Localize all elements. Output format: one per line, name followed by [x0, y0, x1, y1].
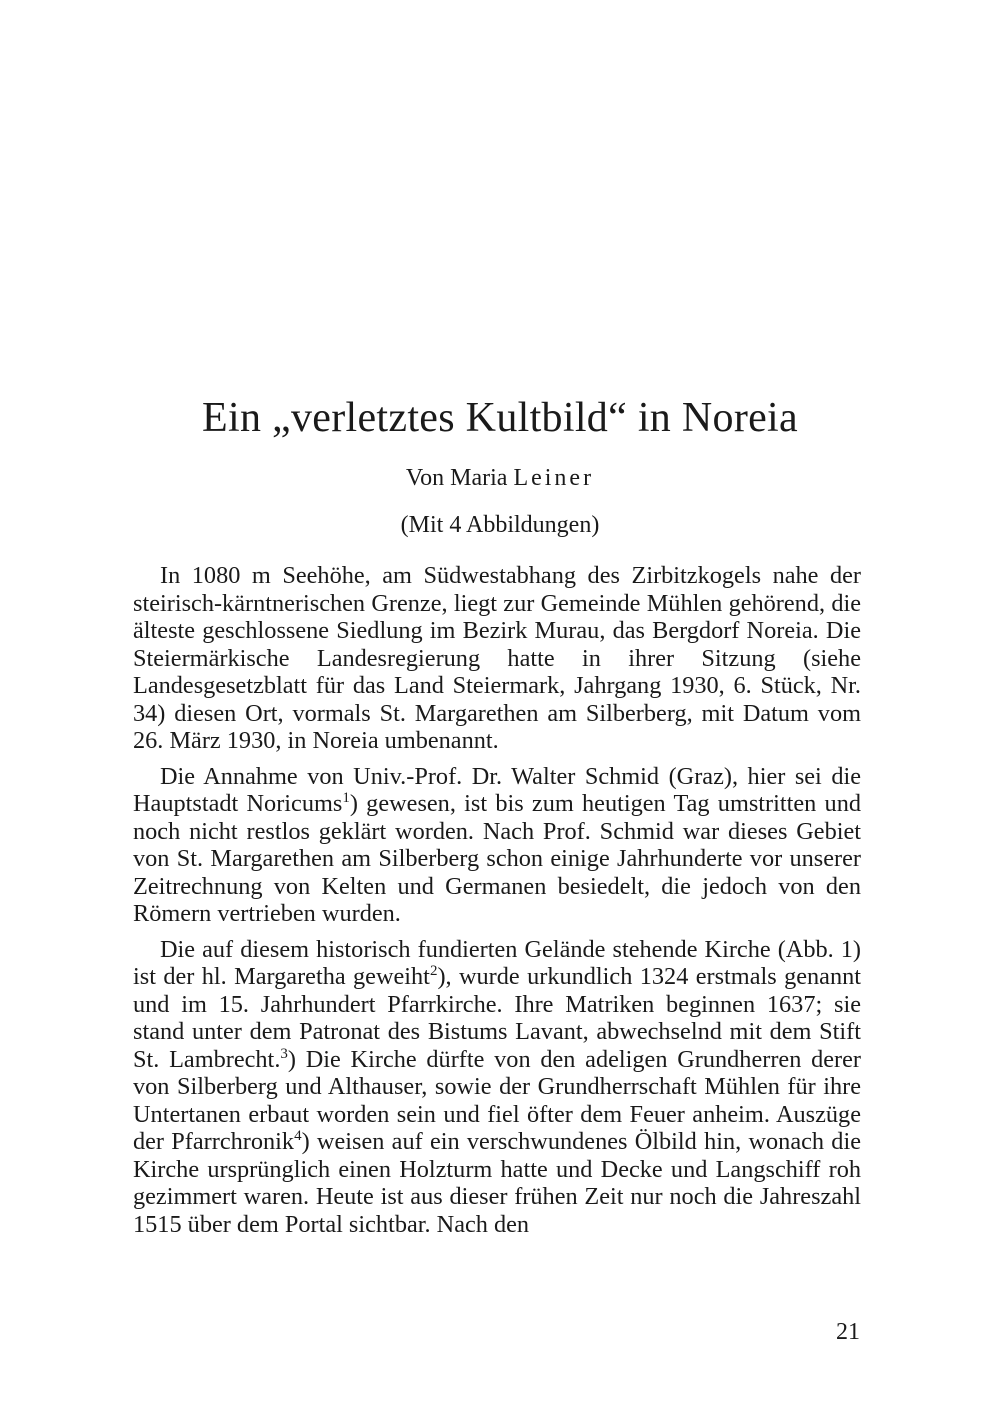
- footnote-ref: 4: [294, 1127, 302, 1144]
- paragraph-text: ) Die Kirche dürfte von den adeligen Grundherren derer von Silberberg und Althauser, sowie der Grundherrschaft Mühlen für ihre Untertanen erbaut worden sein und fiel öfter dem Feuer anheim. Auszüge der Pfarrchronik: [133, 1045, 861, 1155]
- article-title: Ein „verletztes Kultbild“ in Noreia: [202, 395, 798, 441]
- article-body: [133, 562, 861, 1246]
- footnote-ref: 2: [429, 962, 438, 979]
- paragraph-3: [133, 936, 861, 1239]
- illustration-note: (Mit 4 Abbildungen): [400, 512, 600, 538]
- author-line: [100, 463, 900, 493]
- author-prefix: Von Maria: [405, 465, 514, 491]
- paragraph-text: ) weisen auf ein verschwundenes Ölbild hin, wonach die Kirche ursprünglich einen Holzturm hatte und Decke und Langschiff roh gezimmert waren. Heute ist aus dieser frühen Zeit nur noch die Jahreszahl 1515 über dem Portal sichtbar. Nach den: [133, 1128, 861, 1238]
- paragraph-1: [133, 562, 861, 755]
- paragraph-text: ) gewesen, ist bis zum heutigen Tag umstritten und noch nicht restlos geklärt worden. Nach Prof. Schmid war dieses Gebiet von St. Margarethen am Silberberg schon einige Jahrhunderte vor unserer Zeitrechnung von Kelten und Germanen besiedelt, die jedoch von den Römern vertrieben wurden.: [133, 790, 862, 927]
- footnote-ref: 3: [280, 1045, 288, 1062]
- paragraph-2: [133, 763, 861, 928]
- page-number: 21: [836, 1319, 860, 1345]
- paragraph-text: Die auf diesem historisch fundierten Gelände stehende Kirche (Abb. 1) ist der hl. Margaretha geweiht: [133, 935, 861, 990]
- paragraph-text: Die Annahme von Univ.-Prof. Dr. Walter Schmid (Graz), hier sei die Hauptstadt Noricums: [133, 762, 861, 817]
- paragraph-text: In 1080 m Seehöhe, am Südwestabhang des Zirbitzkogels nahe der steirisch-kärntnerischen Grenze, liegt zur Gemeinde Mühlen gehörend, die älteste geschlossene Siedlung im Bezirk Murau, das Bergdorf Noreia. Die Steiermärkische Landesregierung hatte in ihrer Sitzung (siehe Landesgesetzblatt für das Land Steiermark, Jahrgang 1930, 6. Stück, Nr. 34) diesen Ort, vormals St. Margarethen am Silberberg, mit Datum vom 26. März 1930, in Noreia umbenannt.: [133, 562, 861, 754]
- paragraph-text: ), wurde urkundlich 1324 erstmals genannt und im 15. Jahrhundert Pfarrkirche. Ihre Matriken beginnen 1637; sie stand unter dem Patronat des Bistums Lavant, abwechselnd mit dem Stift St. Lambrecht.: [133, 963, 861, 1073]
- footnote-ref: 1: [342, 789, 350, 806]
- author-surname: Leiner: [513, 465, 595, 491]
